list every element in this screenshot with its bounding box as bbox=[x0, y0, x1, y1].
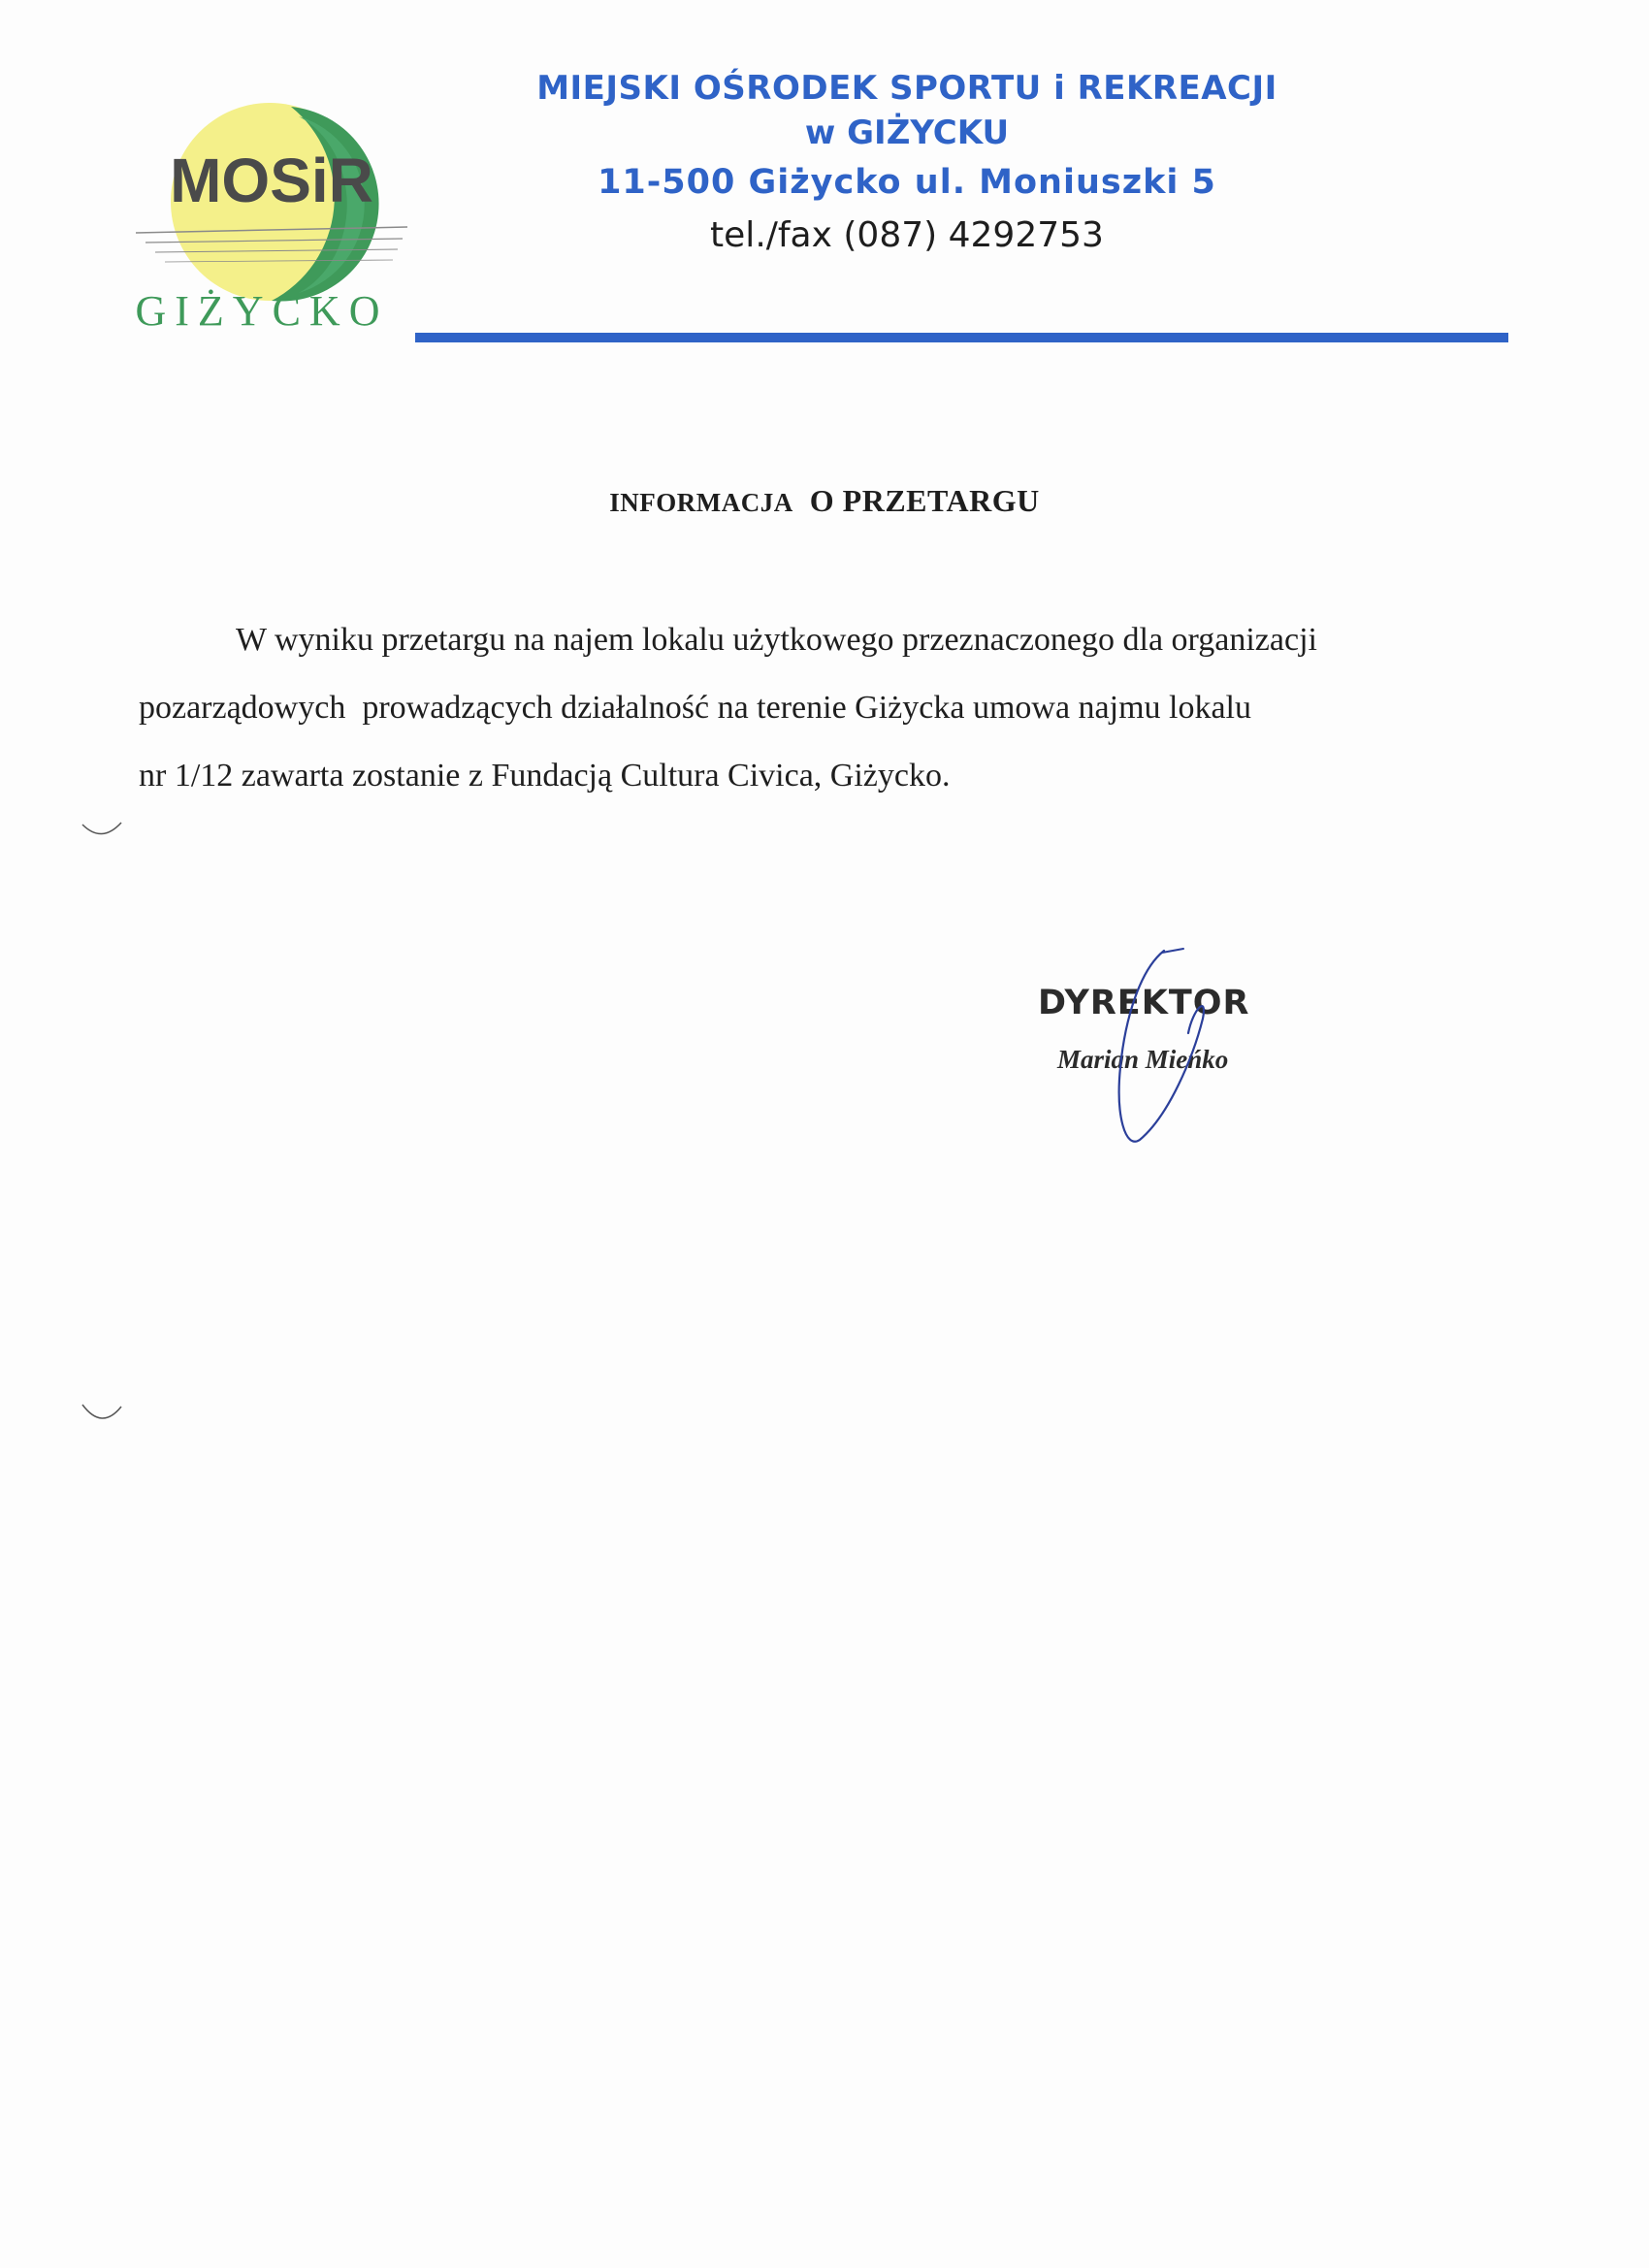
title-part-tender: O PRZETARGU bbox=[809, 483, 1040, 518]
body-line: W wyniku przetargu na najem lokalu użytkowego przeznaczonego dla organizacji bbox=[236, 622, 1317, 658]
organization-city: w GIŻYCKU bbox=[804, 113, 1010, 152]
logo-graphic bbox=[126, 87, 417, 310]
body-line: nr 1/12 zawarta zostanie z Fundacją Cultura Civica, Giżycko. bbox=[139, 758, 951, 794]
mosir-logo bbox=[126, 87, 417, 340]
signatory-name: Marian Mieńko bbox=[1057, 1045, 1229, 1074]
header-divider bbox=[415, 333, 1508, 342]
document-body bbox=[139, 606, 1497, 810]
punch-hole-mark bbox=[78, 1397, 126, 1436]
organization-header bbox=[417, 66, 1397, 262]
signatory-title: DYREKTOR bbox=[1038, 984, 1250, 1022]
handwritten-signature bbox=[1048, 941, 1242, 1164]
logo-city: GIŻYCKO bbox=[135, 287, 389, 335]
punch-hole-mark bbox=[78, 815, 126, 854]
organization-address: 11-500 Giżycko ul. Moniuszki 5 bbox=[598, 163, 1216, 202]
organization-phone: tel./fax (087) 4292753 bbox=[710, 215, 1104, 255]
title-part-information: INFORMACJA bbox=[609, 488, 793, 517]
body-line: pozarządowych prowadzących działalność na terenie Giżycka umowa najmu lokalu bbox=[139, 690, 1252, 726]
logo-text: MOSiR bbox=[170, 146, 373, 215]
document-title bbox=[0, 483, 1649, 519]
organization-name: MIEJSKI OŚRODEK SPORTU i REKREACJI bbox=[536, 69, 1277, 108]
